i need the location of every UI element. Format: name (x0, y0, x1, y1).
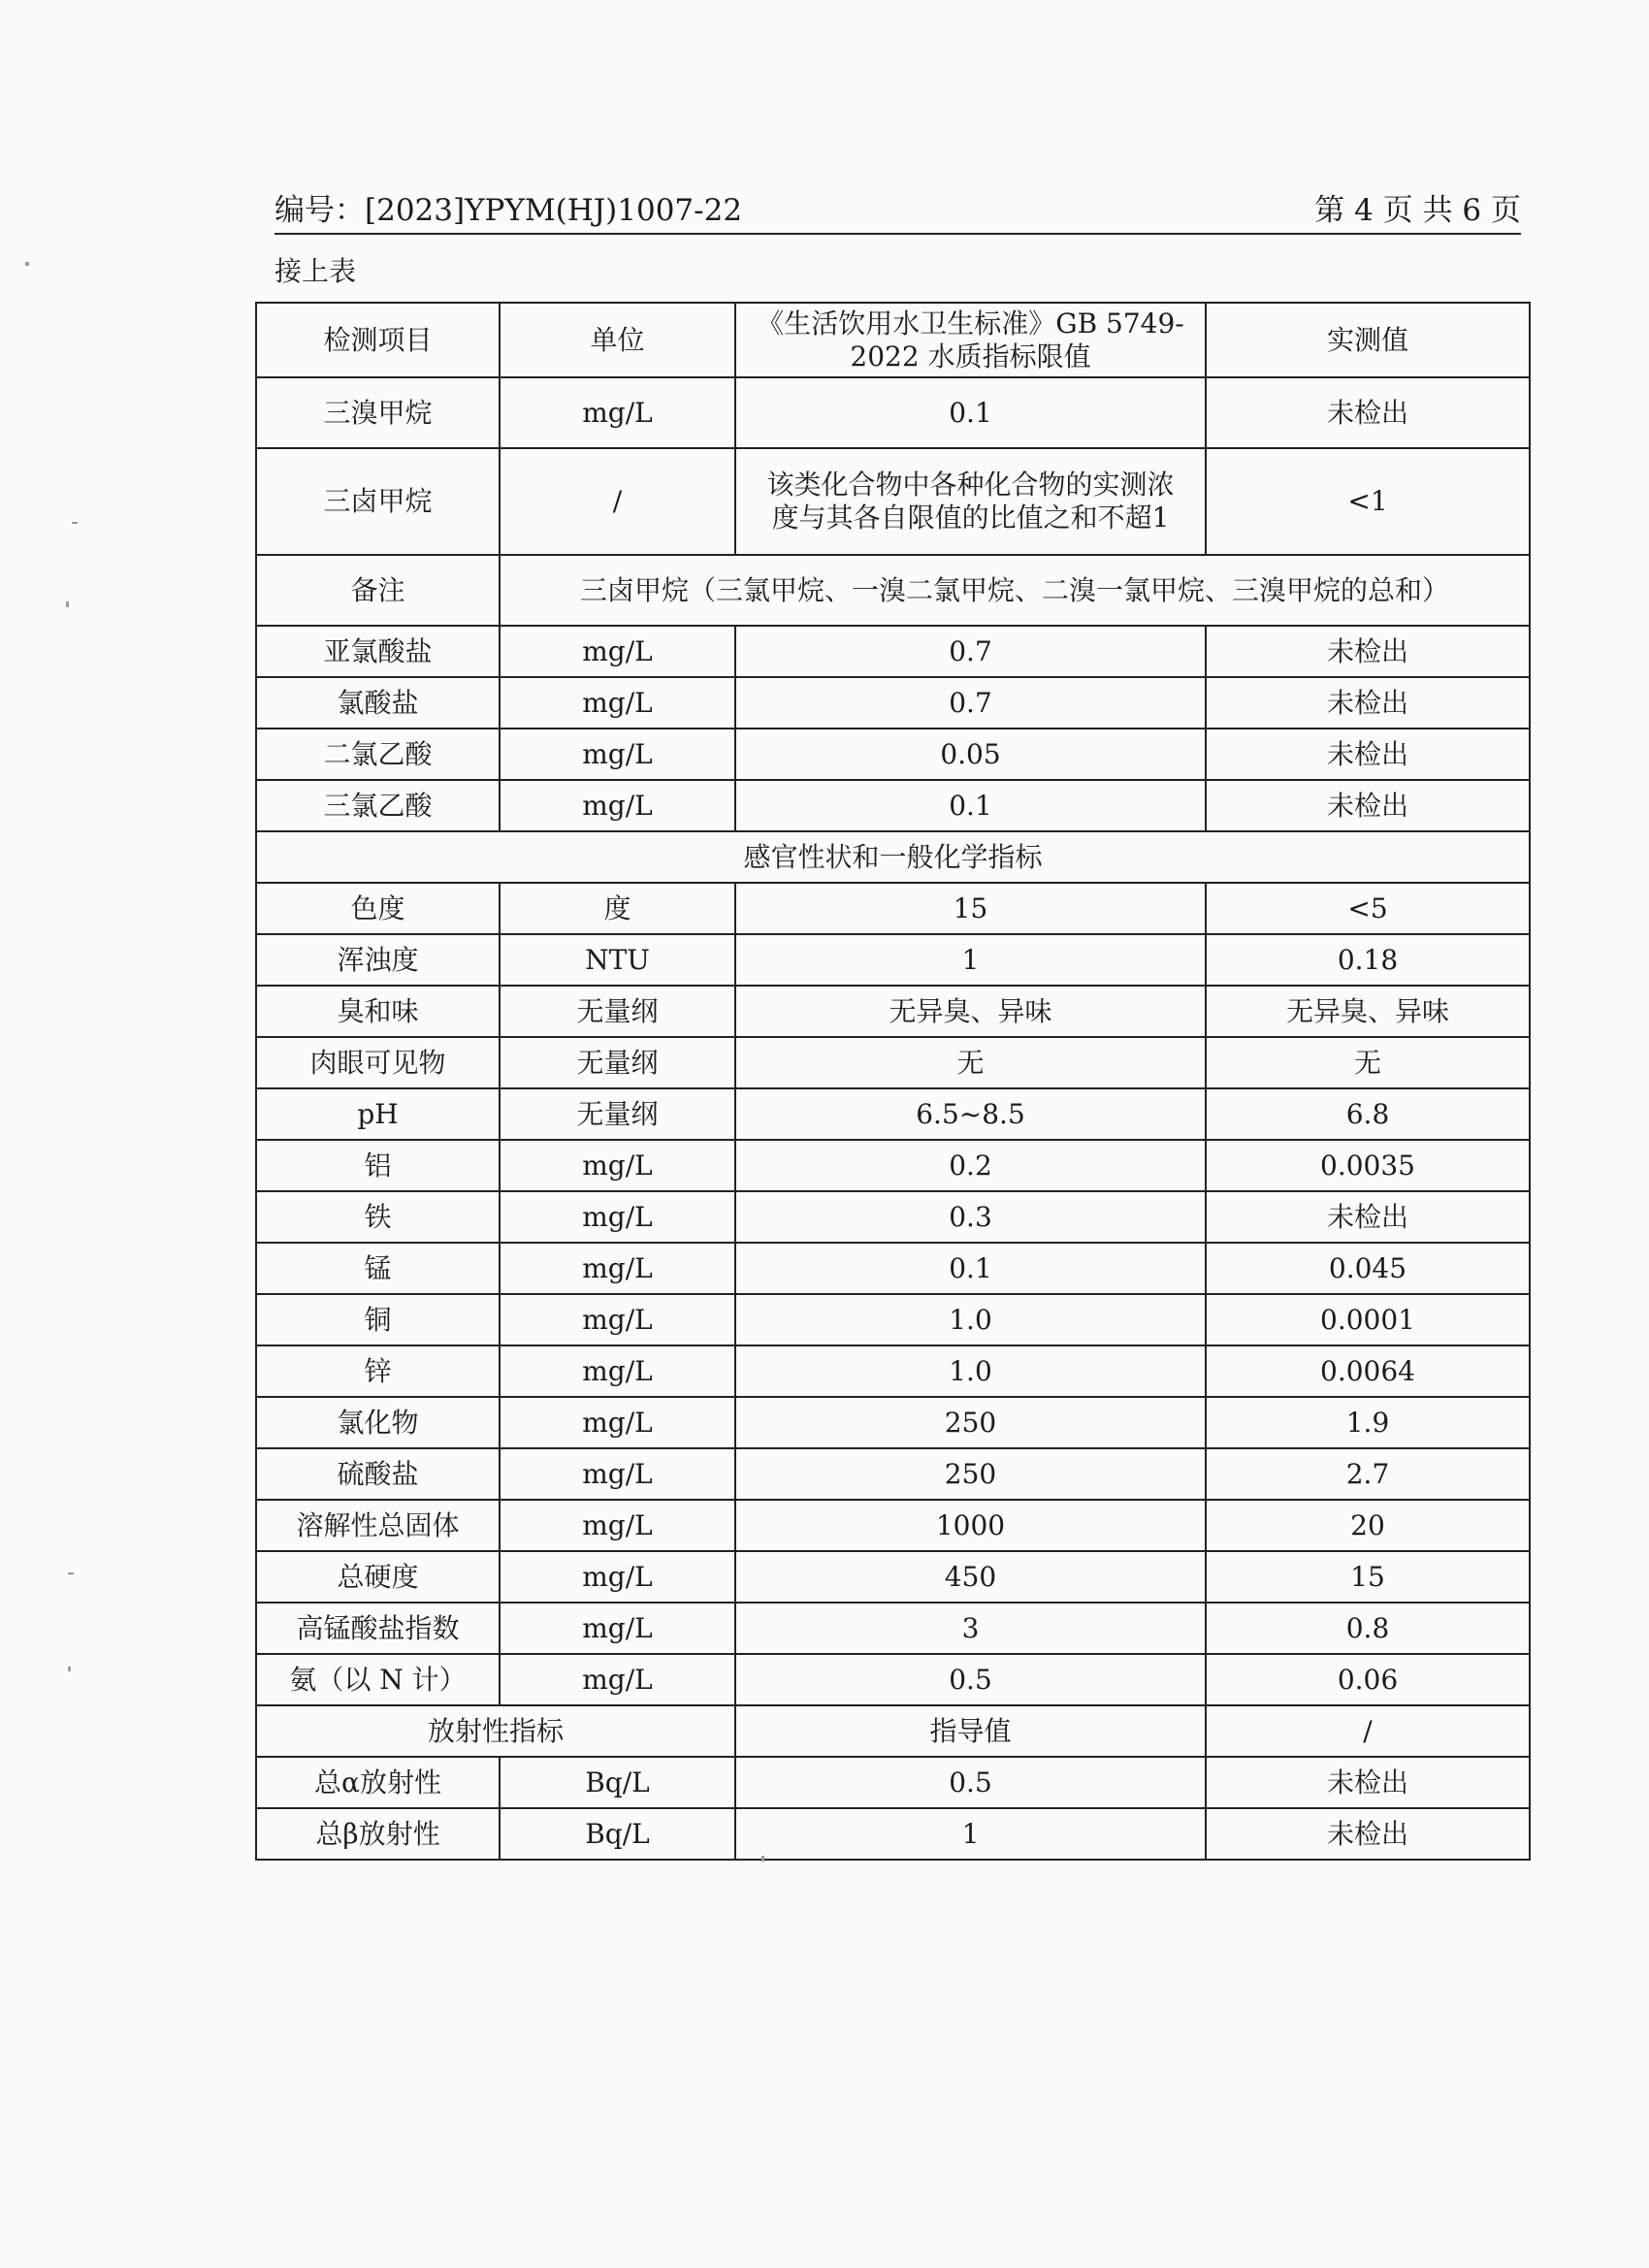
unit-cell: mg/L (500, 1551, 735, 1603)
item-cell: 氯酸盐 (256, 677, 500, 729)
limit-cell: 1000 (735, 1500, 1206, 1551)
item-cell: 锌 (256, 1345, 500, 1397)
unit-cell: NTU (500, 934, 735, 986)
unit-cell: 无量纲 (500, 986, 735, 1037)
unit-cell: mg/L (500, 1345, 735, 1397)
unit-cell: mg/L (500, 626, 735, 677)
result-cell: 无 (1206, 1037, 1530, 1088)
table-row (256, 1448, 1530, 1500)
section-row-radioactivity (256, 1705, 1530, 1757)
result-cell: 未检出 (1206, 377, 1530, 448)
limit-cell: 0.1 (735, 780, 1206, 831)
item-cell: 铜 (256, 1294, 500, 1345)
unit-cell: mg/L (500, 1603, 735, 1654)
result-cell: 未检出 (1206, 626, 1530, 677)
item-cell: 肉眼可见物 (256, 1037, 500, 1088)
limit-cell: 0.7 (735, 626, 1206, 677)
result-cell: 0.8 (1206, 1603, 1530, 1654)
item-cell: 亚氯酸盐 (256, 626, 500, 677)
remark-label: 备注 (256, 555, 500, 626)
unit-cell: mg/L (500, 729, 735, 780)
result-cell: 0.045 (1206, 1243, 1530, 1294)
table-row (256, 677, 1530, 729)
limit-cell: 1.0 (735, 1345, 1206, 1397)
limit-cell: 0.1 (735, 377, 1206, 448)
unit-cell: mg/L (500, 1243, 735, 1294)
table-body (256, 303, 1530, 1860)
item-cell: 高锰酸盐指数 (256, 1603, 500, 1654)
table-row (256, 1808, 1530, 1860)
limit-cell: 0.5 (735, 1757, 1206, 1808)
table-row (256, 1088, 1530, 1140)
header-result: 实测值 (1206, 303, 1530, 377)
limit-cell: 无 (735, 1037, 1206, 1088)
page-header (275, 186, 1521, 235)
limit-cell: 1 (735, 934, 1206, 986)
item-cell: 溶解性总固体 (256, 1500, 500, 1551)
limit-cell: 0.1 (735, 1243, 1206, 1294)
scan-speck (25, 262, 29, 266)
unit-cell: mg/L (500, 377, 735, 448)
result-cell: 0.18 (1206, 934, 1530, 986)
table-row (256, 1397, 1530, 1448)
limit-cell: 指导值 (735, 1705, 1206, 1757)
limit-cell: 6.5~8.5 (735, 1088, 1206, 1140)
unit-cell: mg/L (500, 1191, 735, 1243)
item-cell: 氯化物 (256, 1397, 500, 1448)
result-cell: 未检出 (1206, 780, 1530, 831)
item-cell: 色度 (256, 883, 500, 934)
unit-cell: mg/L (500, 677, 735, 729)
result-cell: 未检出 (1206, 1757, 1530, 1808)
limit-cell: 0.05 (735, 729, 1206, 780)
continued-label: 接上表 (275, 255, 357, 287)
header-unit: 单位 (500, 303, 735, 377)
unit-cell: mg/L (500, 1397, 735, 1448)
result-cell: 0.06 (1206, 1654, 1530, 1705)
remark-row (256, 555, 1530, 626)
scan-speck (761, 1856, 764, 1862)
table-row (256, 1757, 1530, 1808)
remark-text: 三卤甲烷（三氯甲烷、一溴二氯甲烷、二溴一氯甲烷、三溴甲烷的总和） (500, 555, 1530, 626)
table-row (256, 1140, 1530, 1191)
item-cell: 臭和味 (256, 986, 500, 1037)
section-title: 感官性状和一般化学指标 (256, 831, 1530, 883)
limit-cell: 1 (735, 1808, 1206, 1860)
limit-cell: 0.3 (735, 1191, 1206, 1243)
item-cell: 三氯乙酸 (256, 780, 500, 831)
item-cell: 氨（以 N 计） (256, 1654, 500, 1705)
table-row (256, 1345, 1530, 1397)
limit-cell: 1.0 (735, 1294, 1206, 1345)
document-number: 编号：[2023]YPYM(HJ)1007-22 (275, 193, 743, 228)
unit-cell: mg/L (500, 1294, 735, 1345)
unit-cell: mg/L (500, 1654, 735, 1705)
header-limit: 《生活饮用水卫生标准》GB 5749-2022 水质指标限值 (735, 303, 1206, 377)
limit-cell: 250 (735, 1397, 1206, 1448)
result-cell: <5 (1206, 883, 1530, 934)
unit-cell: 无量纲 (500, 1037, 735, 1088)
item-cell: 铝 (256, 1140, 500, 1191)
result-cell: 15 (1206, 1551, 1530, 1603)
unit-cell: 无量纲 (500, 1088, 735, 1140)
item-cell: 三溴甲烷 (256, 377, 500, 448)
item-cell: pH (256, 1088, 500, 1140)
unit-cell: mg/L (500, 1500, 735, 1551)
table-row (256, 1294, 1530, 1345)
table-header-row (256, 303, 1530, 377)
result-cell: 0.0001 (1206, 1294, 1530, 1345)
limit-cell: 15 (735, 883, 1206, 934)
unit-cell: Bq/L (500, 1808, 735, 1860)
result-cell: 未检出 (1206, 677, 1530, 729)
unit-cell: / (500, 448, 735, 555)
page-number: 第 4 页 共 6 页 (1314, 193, 1521, 228)
scan-speck (72, 522, 78, 524)
result-cell: 未检出 (1206, 1191, 1530, 1243)
limit-cell: 3 (735, 1603, 1206, 1654)
table-row (256, 448, 1530, 555)
result-cell: 1.9 (1206, 1397, 1530, 1448)
unit-cell: mg/L (500, 780, 735, 831)
table-row (256, 1037, 1530, 1088)
limit-cell: 0.5 (735, 1654, 1206, 1705)
result-cell: 6.8 (1206, 1088, 1530, 1140)
table-row (256, 986, 1530, 1037)
result-cell: 无异臭、异味 (1206, 986, 1530, 1037)
results-table (255, 302, 1531, 1861)
result-cell: 0.0035 (1206, 1140, 1530, 1191)
item-cell: 硫酸盐 (256, 1448, 500, 1500)
table-row (256, 1603, 1530, 1654)
result-cell: <1 (1206, 448, 1530, 555)
table-row (256, 729, 1530, 780)
section-title: 放射性指标 (256, 1705, 735, 1757)
item-cell: 浑浊度 (256, 934, 500, 986)
limit-cell: 250 (735, 1448, 1206, 1500)
item-cell: 二氯乙酸 (256, 729, 500, 780)
unit-cell: Bq/L (500, 1757, 735, 1808)
limit-cell: 450 (735, 1551, 1206, 1603)
header-item: 检测项目 (256, 303, 500, 377)
result-cell: 未检出 (1206, 1808, 1530, 1860)
table-row (256, 1243, 1530, 1294)
result-cell: 未检出 (1206, 729, 1530, 780)
item-cell: 锰 (256, 1243, 500, 1294)
unit-cell: mg/L (500, 1140, 735, 1191)
limit-cell: 0.7 (735, 677, 1206, 729)
scan-speck (68, 1667, 71, 1671)
limit-cell: 无异臭、异味 (735, 986, 1206, 1037)
table-row (256, 626, 1530, 677)
scan-speck (66, 601, 69, 607)
item-cell: 总β放射性 (256, 1808, 500, 1860)
limit-cell: 0.2 (735, 1140, 1206, 1191)
table-row (256, 934, 1530, 986)
item-cell: 总硬度 (256, 1551, 500, 1603)
section-row-sensory (256, 831, 1530, 883)
table-row (256, 1191, 1530, 1243)
table-row (256, 883, 1530, 934)
scan-speck (68, 1572, 74, 1574)
unit-cell: 度 (500, 883, 735, 934)
result-cell: 2.7 (1206, 1448, 1530, 1500)
item-cell: 三卤甲烷 (256, 448, 500, 555)
table-row (256, 1551, 1530, 1603)
table-row (256, 1654, 1530, 1705)
result-cell: 0.0064 (1206, 1345, 1530, 1397)
table-row (256, 1500, 1530, 1551)
result-cell: 20 (1206, 1500, 1530, 1551)
table-row (256, 780, 1530, 831)
unit-cell: mg/L (500, 1448, 735, 1500)
limit-cell: 该类化合物中各种化合物的实测浓度与其各自限值的比值之和不超1 (735, 448, 1206, 555)
item-cell: 铁 (256, 1191, 500, 1243)
result-cell: / (1206, 1705, 1530, 1757)
item-cell: 总α放射性 (256, 1757, 500, 1808)
table-row (256, 377, 1530, 448)
